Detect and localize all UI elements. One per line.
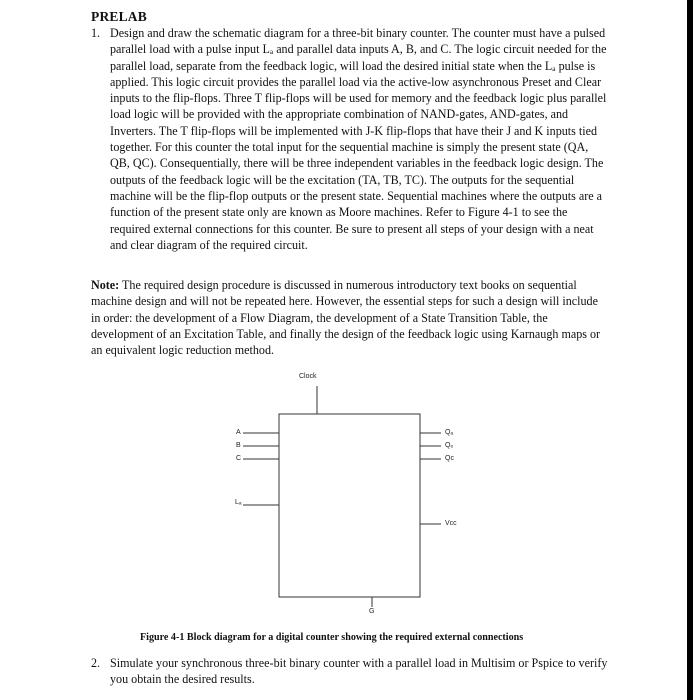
page-edge	[687, 0, 693, 700]
ground-label: G	[369, 608, 375, 615]
load-label: Lₐ	[235, 499, 242, 506]
prelab-heading: PRELAB	[91, 9, 147, 24]
item-number: 1.	[91, 26, 101, 40]
output-label-qc: Qc	[445, 455, 454, 462]
block-diagram-svg	[220, 366, 480, 628]
item-number: 2.	[91, 656, 101, 670]
input-label-b: B	[236, 442, 241, 449]
input-label-c: C	[236, 455, 242, 462]
counter-block-diagram	[220, 366, 480, 628]
output-label-qa: Qₐ	[445, 429, 454, 436]
vcc-label: Vcc	[445, 520, 457, 527]
figure-caption: Figure 4-1 Block diagram for a digital counter showing the required external connections	[140, 632, 524, 643]
output-label-qb: Qₑ	[445, 442, 454, 449]
clock-label: Clock	[299, 373, 317, 380]
item-text: Design and draw the schematic diagram for a three-bit binary counter. The counter must have a pulsed parallel load with a pulse input Lₐ and parallel data inputs A, B, and C. The logic circuit needed for the parallel load, separate from the feedback logic, will load the desired initial state when the Lₐ pulse is applied. This logic circuit provides the parallel load via the active-low asynchronous Preset and Clear inputs to the flip-flops. Three T flip-flops will be used for memory and the feedback logic plus parallel load logic will be provided with the appropriate combination of NAND-gates, AND-gates, and Inverters. The T flip-flops will be implemented with J-K flip-flops that have their J and K inputs tied together. For this counter the total input for the sequential machine is simply the present state (QA, QB, QC). Consequentially, there will be three independent variables in the feedback logic design. The outputs of the feedback logic will be the excitation (TA, TB, TC). The outputs for the sequential machine will be the flip-flop outputs or the present state. Sequential machines where the outputs are a function of the present state only are known as Moore machines. Refer to Figure 4-1 to see the required external connections for this counter. Be sure to present all steps of your design with a neat and clear diagram of the required circuit.	[110, 26, 607, 252]
input-label-a: A	[236, 429, 241, 436]
counter-block	[279, 414, 420, 597]
item-text: Simulate your synchronous three-bit binary counter with a parallel load in Multisim or Pspice to verify you obtain the desired results.	[110, 656, 608, 687]
note-label: Note:	[91, 278, 120, 292]
note-text: The required design procedure is discussed in numerous introductory text books on sequential machine design and will not be repeated here. However, the essential steps for such a design will include in order: the development of a Flow Diagram, the development of a State Transition Table, the development of an Excitation Table, and finally the design of the feedback logic using Karnaugh maps or an equivalent logic reduction method.	[91, 278, 601, 358]
note-paragraph	[91, 277, 601, 358]
